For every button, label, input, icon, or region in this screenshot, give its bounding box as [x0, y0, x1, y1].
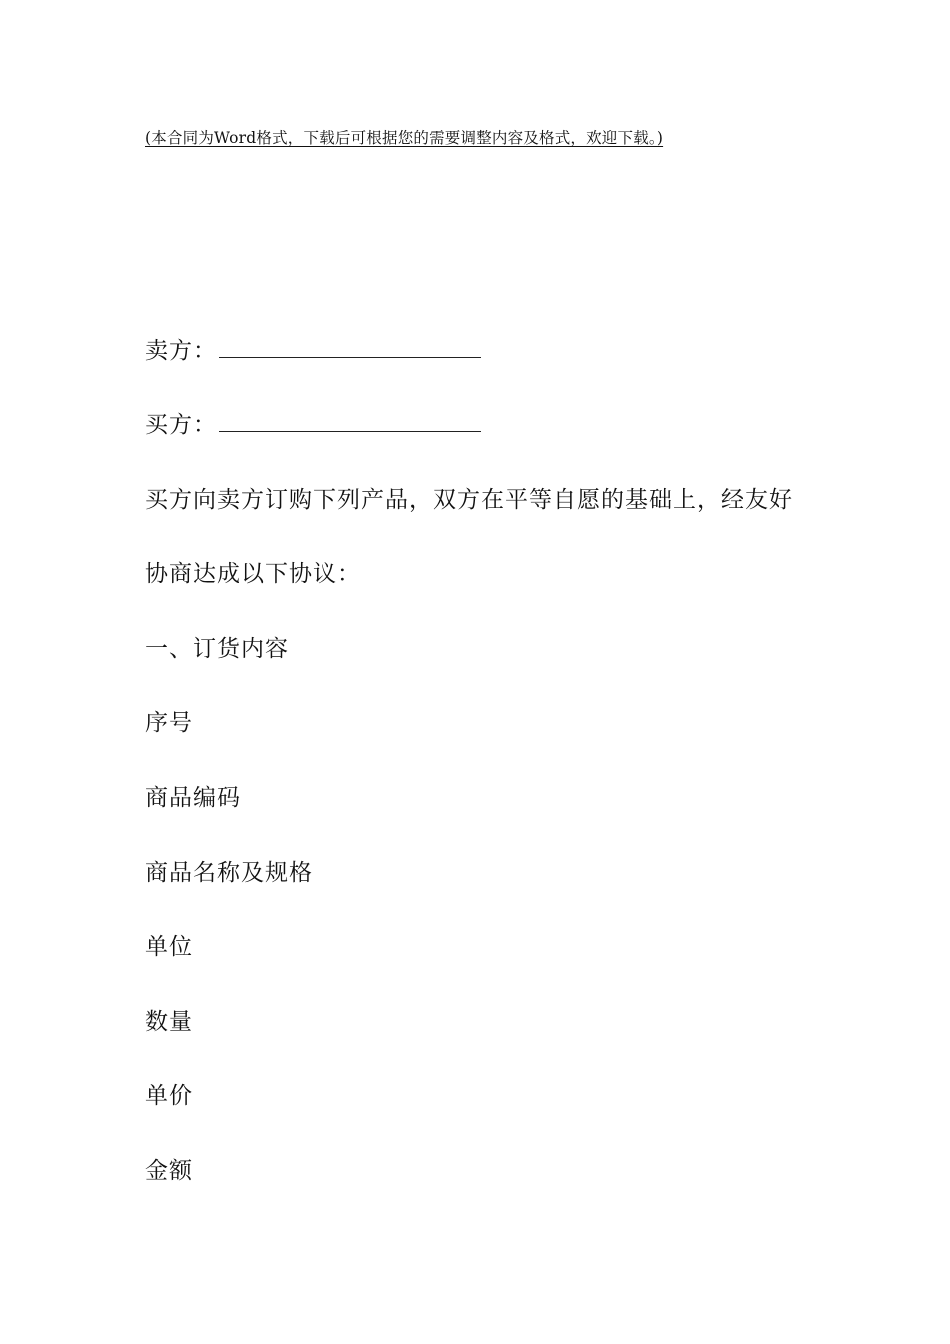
seller-label: 卖方：: [145, 338, 217, 364]
buyer-line: [145, 410, 481, 440]
seller-line: [145, 336, 481, 366]
column-serial-number: 序号: [145, 710, 193, 736]
column-product-code: 商品编码: [145, 785, 241, 811]
column-unit-price: 单价: [145, 1083, 193, 1109]
intro-text-line-2: 协商达成以下协议：: [145, 561, 361, 587]
section-title-order-content: 一、订货内容: [145, 636, 289, 662]
column-quantity: 数量: [145, 1009, 193, 1035]
column-unit: 单位: [145, 934, 193, 960]
column-amount: 金额: [145, 1158, 193, 1184]
column-product-name-spec: 商品名称及规格: [145, 860, 313, 886]
seller-blank-field[interactable]: [219, 337, 481, 358]
buyer-blank-field[interactable]: [219, 411, 481, 432]
word-format-note: (本合同为Word格式，下载后可根据您的需要调整内容及格式，欢迎下载。): [145, 129, 664, 147]
buyer-label: 买方：: [145, 412, 217, 438]
intro-text-line-1: 买方向卖方订购下列产品，双方在平等自愿的基础上，经友好: [145, 487, 793, 513]
